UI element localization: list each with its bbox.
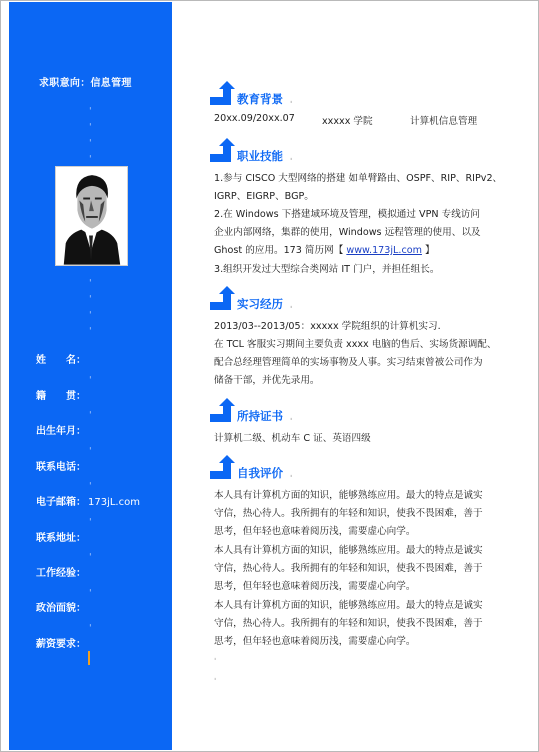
field-experience[interactable] xyxy=(36,564,88,579)
section-self-eval-header xyxy=(210,454,510,480)
skills-line[interactable]: 企业内部网络，集群的使用，Windows 远程管理的使用、以及 xyxy=(214,227,481,238)
section-title[interactable]: 所持证书 xyxy=(237,409,283,423)
field-label: 电子邮箱： xyxy=(36,497,86,508)
paragraph-mark: ˌ xyxy=(89,321,92,331)
arrow-up-icon xyxy=(210,397,236,423)
field-salary[interactable] xyxy=(36,635,88,650)
section-education-header xyxy=(210,80,510,106)
field-hometown[interactable] xyxy=(36,387,88,402)
education-school: xxxxx 学院 xyxy=(322,116,373,127)
profile-photo xyxy=(55,166,128,266)
internship-line[interactable]: 2013/03--2013/05：xxxxx 学院组织的计算机实习. xyxy=(214,321,441,332)
field-label: 出生年月： xyxy=(36,426,86,437)
section-title[interactable]: 自我评价 xyxy=(237,466,283,480)
section-certificates-header xyxy=(210,397,510,423)
paragraph-mark: ˌ xyxy=(89,618,92,628)
paragraph-mark: ˌ xyxy=(89,133,92,143)
arrow-up-icon xyxy=(210,454,236,480)
paragraph-mark: ˌ xyxy=(89,405,92,415)
website-link[interactable]: www.173jL.com xyxy=(346,245,422,256)
field-email[interactable] xyxy=(36,493,140,508)
paragraph-mark: ˌ xyxy=(89,117,92,127)
field-name[interactable] xyxy=(36,351,88,366)
paragraph-mark: ˌ xyxy=(290,412,293,421)
self-eval-line[interactable]: 思考，但年轻也意味着阅历浅，需要虚心向学。 xyxy=(214,581,416,592)
paragraph-mark: ˌ xyxy=(89,289,92,299)
section-title[interactable]: 职业技能 xyxy=(237,149,283,163)
internship-line[interactable]: 配合总经理管理简单的实场事物及人事。实习结束曾被公司作为 xyxy=(214,357,483,368)
arrow-up-icon xyxy=(210,137,236,163)
self-eval-line[interactable]: 本人具有计算机方面的知识，能够熟练应用。最大的特点是诚实 xyxy=(214,490,483,501)
paragraph-mark: ˌ xyxy=(89,273,92,283)
skills-ghost-line[interactable] xyxy=(214,242,435,256)
self-eval-line[interactable]: 守信，热心待人。我所拥有的年轻和知识，使我不畏困难，善于 xyxy=(214,618,483,629)
education-major: 计算机信息管理 xyxy=(410,116,478,127)
field-label: 薪资要求： xyxy=(36,639,86,650)
paragraph-mark: ˌ xyxy=(89,583,92,593)
self-eval-line[interactable]: 守信，热心待人。我所拥有的年轻和知识，使我不畏困难，善于 xyxy=(214,508,483,519)
skills-line[interactable]: 2.在 Windows 下搭建域环境及管理，模拟通过 VPN 专线访问 xyxy=(214,209,480,220)
paragraph-mark: ˌ xyxy=(89,101,92,111)
education-row[interactable] xyxy=(214,113,504,127)
paragraph-mark: ˌ xyxy=(290,152,293,161)
field-label: 政治面貌： xyxy=(36,603,86,614)
paragraph-mark: ˌ xyxy=(290,95,293,104)
job-intent[interactable]: 求职意向：信息管理 xyxy=(39,78,132,89)
ghost-suffix: 】 xyxy=(421,245,435,256)
field-address[interactable] xyxy=(36,529,88,544)
paragraph-mark: ˌ xyxy=(214,672,217,681)
field-phone[interactable] xyxy=(36,458,88,473)
self-eval-line[interactable]: 守信，热心待人。我所拥有的年轻和知识，使我不畏困难，善于 xyxy=(214,563,483,574)
education-period: 20xx.09/20xx.07 xyxy=(214,113,295,124)
skills-line[interactable]: 3.组织开发过大型综合类网站 IT 门户，并担任组长。 xyxy=(214,264,440,275)
paragraph-mark: ˌ xyxy=(290,469,293,478)
field-label: 联系电话： xyxy=(36,462,86,473)
section-internship-header xyxy=(210,285,510,311)
self-eval-line[interactable]: 本人具有计算机方面的知识，能够熟练应用。最大的特点是诚实 xyxy=(214,545,483,556)
ghost-text: Ghost 的应用。173 简历网【 xyxy=(214,245,347,256)
internship-line[interactable]: 在 TCL 客服实习期间主要负责 xxxx 电脑的售后、实场货源调配、 xyxy=(214,339,497,350)
field-birth[interactable] xyxy=(36,422,88,437)
paragraph-mark: ˌ xyxy=(89,547,92,557)
paragraph-mark: ˌ xyxy=(89,476,92,486)
paragraph-mark: ˌ xyxy=(214,652,217,661)
paragraph-mark: ˌ xyxy=(89,441,92,451)
field-value: 173jL.com xyxy=(88,497,140,508)
self-eval-line[interactable]: 本人具有计算机方面的知识，能够熟练应用。最大的特点是诚实 xyxy=(214,600,483,611)
field-label: 姓 名： xyxy=(36,355,86,366)
section-skills-header xyxy=(210,137,510,163)
paragraph-mark: ˌ xyxy=(89,149,92,159)
arrow-up-icon xyxy=(210,80,236,106)
text-cursor xyxy=(88,651,90,665)
field-label: 工作经验： xyxy=(36,568,86,579)
field-label: 籍 贯： xyxy=(36,391,86,402)
paragraph-mark: ˌ xyxy=(89,512,92,522)
portrait-image xyxy=(56,167,127,265)
self-eval-line[interactable]: 思考，但年轻也意味着阅历浅，需要虚心向学。 xyxy=(214,526,416,537)
paragraph-mark: ˌ xyxy=(89,305,92,315)
field-political[interactable] xyxy=(36,599,88,614)
skills-line[interactable]: IGRP、EIGRP、BGP。 xyxy=(214,191,314,202)
arrow-up-icon xyxy=(210,285,236,311)
certificates-line[interactable]: 计算机二级、机动车 C 证、英语四级 xyxy=(214,433,371,444)
paragraph-mark: ˌ xyxy=(89,370,92,380)
section-title[interactable]: 实习经历 xyxy=(237,297,283,311)
paragraph-mark: ˌ xyxy=(290,300,293,309)
internship-line[interactable]: 储备干部，并优先录用。 xyxy=(214,375,320,386)
skills-line[interactable]: 1.参与 CISCO 大型网络的搭建 如单臂路由、OSPF、RIP、RIPv2、 xyxy=(214,173,503,184)
section-title[interactable]: 教育背景 xyxy=(237,92,283,106)
field-label: 联系地址： xyxy=(36,533,86,544)
self-eval-line[interactable]: 思考，但年轻也意味着阅历浅，需要虚心向学。 xyxy=(214,636,416,647)
sidebar xyxy=(9,2,172,750)
